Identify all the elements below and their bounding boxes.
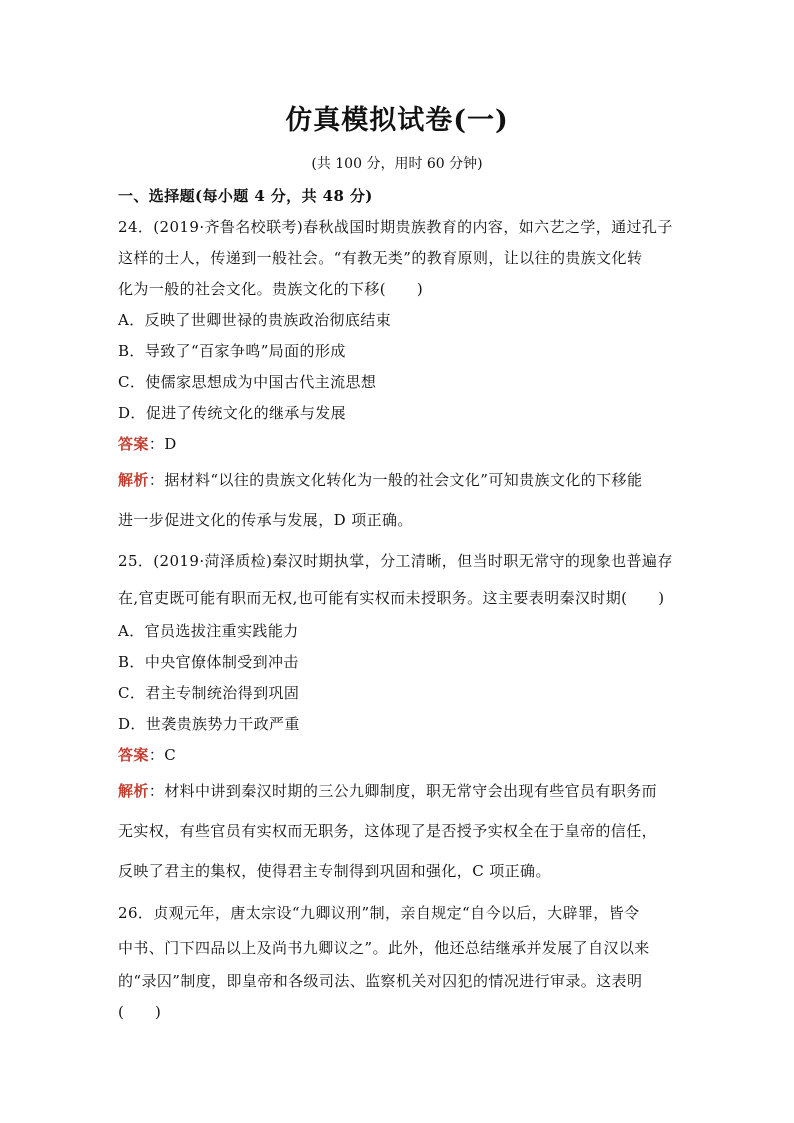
question-text-line: ( ) (118, 1003, 162, 1021)
option-c: C．使儒家思想成为中国古代主流思想 (118, 373, 377, 391)
question-text-line: 化为一般的社会文化。贵族文化的下移( ) (118, 280, 424, 298)
page-subtitle: (共 100 分，用时 60 分钟) (311, 156, 483, 172)
question-text-line: 在,官吏既可能有职而无权,也可能有实权而未授职务。这主要表明秦汉时期( ) (118, 589, 665, 607)
option-a: A．反映了世卿世禄的贵族政治彻底结束 (118, 311, 392, 329)
option-d: D．促进了传统文化的继承与发展 (118, 404, 347, 422)
question-text-line: 25．(2019·菏泽质检)秦汉时期执掌，分工清晰，但当时职无常守的现象也普遍存 (118, 552, 673, 570)
analysis-line: 无实权，有些官员有实权而无职务，这体现了是否授予实权全在于皇帝的信任， (118, 822, 658, 840)
analysis-line: 反映了君主的集权，使得君主专制得到巩固和强化，C 项正确。 (118, 862, 551, 880)
option-a: A．官员选拔注重实践能力 (118, 622, 299, 640)
question-24-answer (118, 433, 683, 454)
question-text-line: 这样的士人，传递到一般社会。“有教无类”的教育原则，让以往的贵族文化转 (118, 249, 643, 267)
analysis-line: 进一步促进文化的传承与发展，D 项正确。 (118, 511, 413, 529)
analysis-text: ：据材料“以往的贵族文化转化为一般的社会文化”可知贵族文化的下移能 (148, 471, 643, 489)
option-c: C．君主专制统治得到巩固 (118, 684, 300, 702)
question-text-line: 中书、门下四品以上及尚书九卿议之”。此外，他还总结继承并发展了自汉以来 (118, 939, 650, 957)
analysis-line (118, 469, 683, 490)
option-b: B．导致了“百家争鸣”局面的形成 (118, 342, 346, 360)
question-text-line: 24．(2019·齐鲁名校联考)春秋战国时期贵族教育的内容，如六艺之学，通过孔子 (118, 218, 673, 236)
analysis-label: 解析 (118, 782, 149, 800)
answer-label: 答案 (118, 746, 149, 764)
option-d: D．世袭贵族势力干政严重 (118, 715, 300, 733)
analysis-line (118, 780, 683, 801)
analysis-label: 解析 (118, 471, 149, 489)
analysis-text: ：材料中讲到秦汉时期的三公九卿制度，职无常守会出现有些官员有职务而 (148, 782, 658, 800)
question-25-answer (118, 744, 683, 765)
option-b: B．中央官僚体制受到冲击 (118, 653, 299, 671)
question-text-line: 26．贞观元年，唐太宗设“九卿议刑”制，亲自规定“自今以后，大辟罪，皆令 (118, 904, 640, 922)
question-text-line: 的“录囚”制度，即皇帝和各级司法、监察机关对囚犯的情况进行审录。这表明 (118, 972, 643, 990)
answer-value: ：C (148, 746, 177, 764)
answer-label: 答案 (118, 435, 149, 453)
answer-value: ：D (148, 435, 177, 453)
page-title: 仿真模拟试卷(一) (285, 105, 509, 136)
section-heading: 一、选择题(每小题 4 分，共 48 分) (118, 187, 373, 205)
